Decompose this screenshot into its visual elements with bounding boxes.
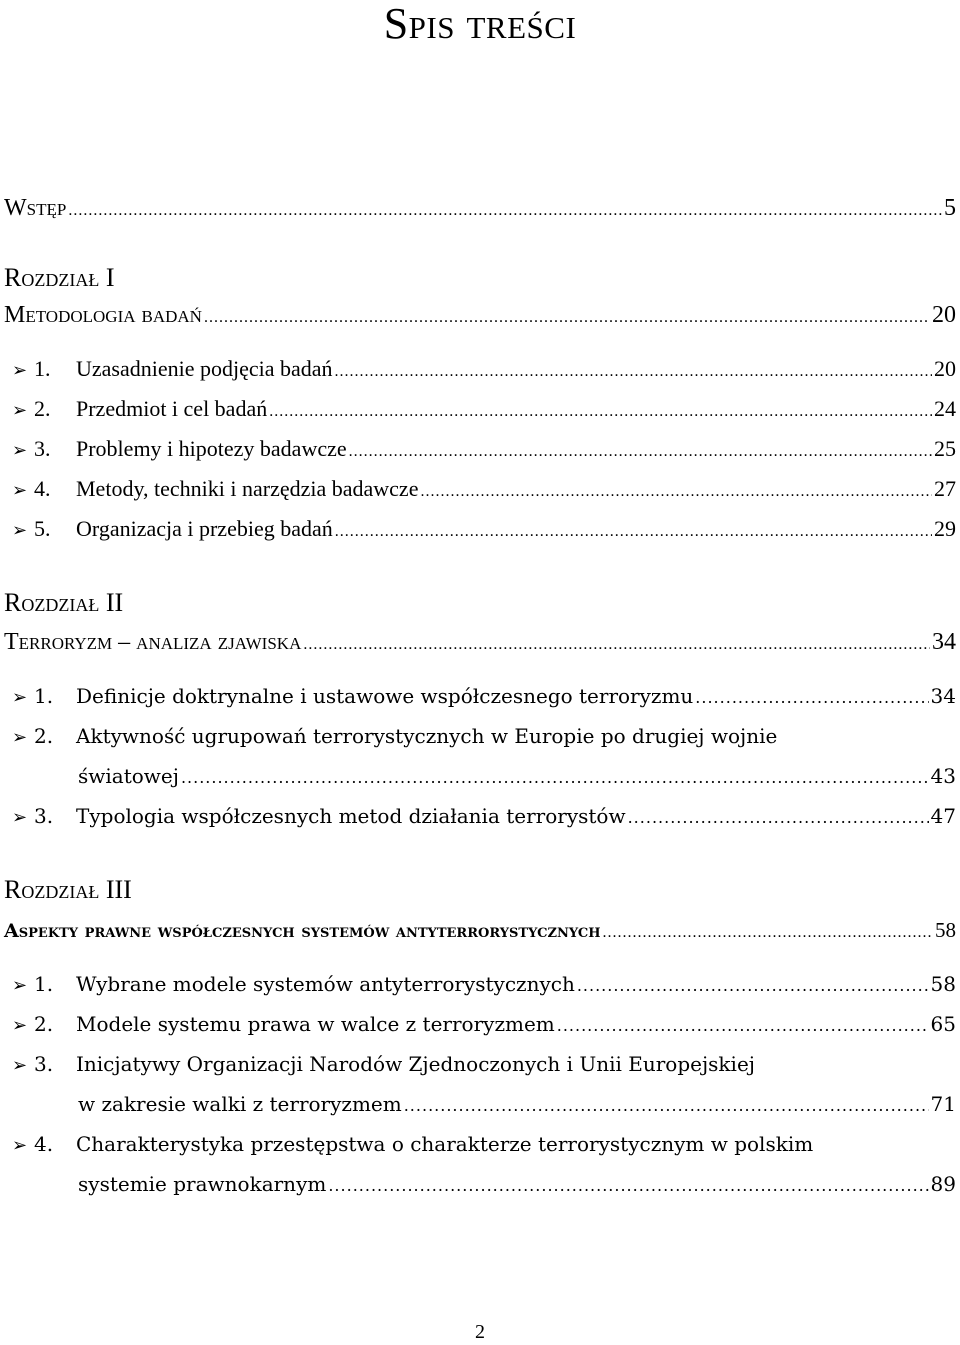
toc-subentry-label: Definicje doktrynalne i ustawowe współczesnego terroryzmu (76, 684, 694, 708)
toc-page-number: 25 (934, 436, 956, 461)
toc-subentry[interactable] (12, 1046, 956, 1082)
arrow-right-icon: ➢ (12, 1015, 28, 1036)
toc-page-number: 5 (944, 195, 956, 221)
toc-page-number: 89 (930, 1172, 956, 1196)
arrow-right-icon: ➢ (12, 687, 28, 708)
toc-page-number: 20 (934, 356, 956, 381)
chapter-number: Rozdział II (4, 588, 124, 617)
chapter-number: Rozdział I (4, 263, 115, 292)
page-number-footer: 2 (475, 1321, 485, 1343)
toc-page-number: 71 (930, 1092, 956, 1116)
toc-subentry-label: światowej (78, 764, 179, 788)
dot-leader (328, 1168, 928, 1204)
toc-subentry[interactable] (12, 391, 956, 427)
arrow-right-icon: ➢ (12, 1135, 28, 1156)
toc-subentry-label: Problemy i hipotezy badawcze (76, 436, 347, 461)
toc-page-number: 58 (935, 918, 956, 942)
arrow-right-icon: ➢ (12, 975, 28, 996)
toc-subentry-label: Aktywność ugrupowań terrorystycznych w Europie po drugiej wojnie (76, 724, 778, 748)
toc-subentry-number: 1. (34, 356, 51, 381)
toc-entry-wstep[interactable] (4, 190, 956, 226)
toc-page-number: 58 (930, 972, 956, 996)
toc-subentry-label: Charakterystyka przestępstwa o charakterze terrorystycznym w polskim (76, 1132, 814, 1156)
dot-leader (577, 968, 929, 1004)
toc-entry-label: Metodologia badań (4, 302, 202, 328)
toc-entry-label: Terroryzm – analiza zjawiska (4, 629, 302, 655)
toc-subentry-label: w zakresie walki z terroryzmem (78, 1092, 402, 1116)
toc-subentry-label: Przedmiot i cel badań (76, 396, 268, 421)
toc-page-number: 27 (934, 476, 956, 501)
toc-subentry[interactable] (12, 351, 956, 387)
arrow-right-icon: ➢ (12, 807, 28, 828)
toc-page-number: 47 (930, 804, 956, 828)
toc-subentry-number: 2. (34, 1012, 54, 1036)
toc-page-number: 34 (932, 629, 956, 655)
toc-subentry-number: 4. (34, 476, 51, 501)
toc-subentry-number: 2. (34, 724, 54, 748)
toc-subentry-label: systemie prawnokarnym (78, 1172, 327, 1196)
toc-subentry-number: 3. (34, 804, 54, 828)
toc-page-number: 24 (934, 396, 956, 421)
toc-page-number: 29 (934, 516, 956, 541)
toc-page-number: 20 (932, 302, 956, 328)
chapter-number: Rozdział III (4, 875, 132, 904)
toc-page-number: 65 (930, 1012, 956, 1036)
toc-subentry-number: 4. (34, 1132, 54, 1156)
dot-leader (335, 514, 932, 550)
toc-subentry[interactable] (12, 471, 956, 507)
toc-entry-chapter-1[interactable] (4, 297, 956, 333)
arrow-right-icon: ➢ (12, 727, 28, 748)
toc-subentry[interactable] (12, 431, 956, 467)
toc-entry-label: Aspekty prawne współczesnych systemów antyterrorystycznych (4, 920, 601, 942)
toc-subentry-continuation[interactable] (78, 1166, 956, 1202)
dot-leader (269, 394, 932, 430)
arrow-right-icon: ➢ (12, 440, 28, 460)
toc-subentry-number: 3. (34, 436, 51, 461)
toc-entry-chapter-2[interactable] (4, 624, 956, 660)
toc-entry-label: Wstęp (4, 195, 67, 221)
toc-subentry[interactable] (12, 678, 956, 714)
toc-subentry-continuation[interactable] (78, 1086, 956, 1122)
toc-subentry-number: 2. (34, 396, 51, 421)
toc-subentry-label: Modele systemu prawa w walce z terroryzmem (76, 1012, 555, 1036)
toc-subentry-number: 5. (34, 516, 51, 541)
arrow-right-icon: ➢ (12, 1055, 28, 1076)
dot-leader (603, 915, 933, 951)
toc-subentry-number: 1. (34, 972, 54, 996)
toc-subentry-label: Organizacja i przebieg badań (76, 516, 333, 541)
dot-leader (557, 1008, 929, 1044)
toc-subentry[interactable] (12, 511, 956, 547)
dot-leader (628, 800, 929, 836)
toc-subentry-number: 3. (34, 1052, 54, 1076)
toc-subentry-continuation[interactable] (78, 758, 956, 794)
toc-subentry-number: 1. (34, 684, 54, 708)
dot-leader (181, 760, 929, 796)
dot-leader (695, 680, 928, 716)
toc-page-number: 34 (930, 684, 956, 708)
dot-leader (303, 627, 930, 663)
dot-leader (404, 1088, 929, 1124)
arrow-right-icon: ➢ (12, 360, 28, 380)
toc-subentry-label: Uzasadnienie podjęcia badań (76, 356, 333, 381)
dot-leader (420, 474, 932, 510)
toc-subentry-label: Typologia współczesnych metod działania terrorystów (76, 804, 626, 828)
dot-leader (204, 300, 930, 336)
toc-subentry[interactable] (12, 798, 956, 834)
page-title: Spis treści (383, 0, 577, 48)
toc-subentry-label: Inicjatywy Organizacji Narodów Zjednoczonych i Unii Europejskiej (76, 1052, 755, 1076)
toc-subentry-label: Wybrane modele systemów antyterrorystycznych (76, 972, 575, 996)
arrow-right-icon: ➢ (12, 480, 28, 500)
toc-subentry[interactable] (12, 1006, 956, 1042)
dot-leader (349, 434, 932, 470)
toc-subentry[interactable] (12, 1126, 956, 1162)
dot-leader (335, 354, 932, 390)
toc-page-number: 43 (930, 764, 956, 788)
arrow-right-icon: ➢ (12, 520, 28, 540)
toc-subentry[interactable] (12, 966, 956, 1002)
toc-subentry[interactable] (12, 718, 956, 754)
dot-leader (68, 193, 942, 229)
arrow-right-icon: ➢ (12, 400, 28, 420)
toc-subentry-label: Metody, techniki i narzędzia badawcze (76, 476, 419, 501)
toc-entry-chapter-3[interactable] (4, 912, 956, 948)
